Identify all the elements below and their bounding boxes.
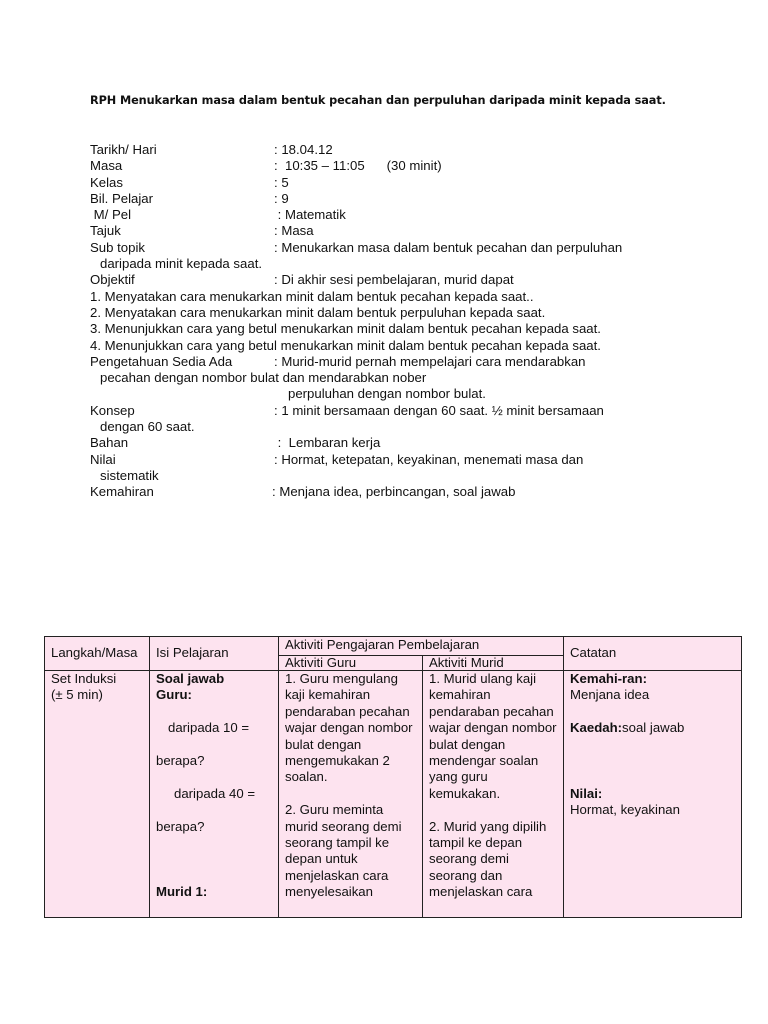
info-bil-pelajar (90, 191, 750, 207)
info-pengetahuan (90, 354, 750, 370)
objektif-1: 1. Menyatakan cara menukarkan minit dalam bentuk pecahan kepada saat.. (90, 288, 534, 304)
lesson-info (90, 142, 750, 501)
objektif-value: : Di akhir sesi pembelajaran, murid dapat (274, 272, 514, 288)
objektif-item (90, 321, 750, 337)
catatan-nilai-label: Nilai: (570, 785, 603, 801)
isi-berapa-1: berapa? (156, 753, 205, 768)
isi-guru: Guru: (156, 687, 192, 703)
info-masa (90, 158, 750, 174)
table-row (45, 671, 742, 918)
murid-step-1: 1. Murid ulang kaji kemahiran pendaraban pecahan wajar dengan nombor bulat dengan mendengar soalan yang guru kemukakan. (429, 671, 557, 801)
info-subtopik-cont (90, 256, 750, 272)
cell-aktiviti-murid (423, 671, 564, 918)
info-konsep (90, 403, 750, 419)
langkah-line-1: Set Induksi (51, 671, 117, 686)
tarikh-value: : 18.04.12 (274, 142, 333, 157)
info-subtopik (90, 240, 750, 256)
objektif-2: 2. Menyatakan cara menukarkan minit dalam bentuk perpuluhan kepada saat. (90, 304, 546, 320)
info-kemahiran (90, 484, 750, 500)
bil-value: : 9 (274, 190, 289, 206)
catatan-kemahiran-value: Menjana idea (570, 687, 650, 703)
masa-label: Masa (90, 158, 123, 174)
objektif-3: 3. Menunjukkan cara yang betul menukarkan minit dalam bentuk pecahan kepada saat. (90, 321, 601, 337)
isi-daripada-10: daripada 10 = (168, 720, 250, 736)
tarikh-label: Tarikh/ Hari (90, 142, 157, 157)
kemahiran-value: : Menjana idea, perbincangan, soal jawab (272, 484, 516, 500)
cell-aktiviti-guru (279, 671, 423, 918)
nilai-label: Nilai (90, 451, 116, 467)
nilai-value: : Hormat, ketepatan, keyakinan, menemati masa dan (274, 451, 584, 467)
bil-label: Bil. Pelajar (90, 190, 154, 206)
subtopik-continuation: daripada minit kepada saat. (100, 256, 263, 272)
pengetahuan-continuation-1: pecahan dengan nombor bulat dan mendarabkan nober (100, 370, 427, 386)
catatan-kaedah (570, 720, 737, 736)
kelas-value: : 5 (274, 174, 289, 190)
catatan-kaedah-label: Kaedah: (570, 720, 623, 736)
tajuk-value: : Masa (274, 223, 314, 239)
mpel-value: : Matematik (274, 207, 346, 223)
info-nilai-cont (90, 468, 750, 484)
isi-daripada-40: daripada 40 = (174, 785, 256, 801)
info-kelas (90, 175, 750, 191)
info-bahan (90, 435, 750, 451)
objektif-item (90, 338, 750, 354)
lesson-plan-table (44, 636, 742, 918)
masa-value: : 10:35 – 11:05 (30 minit) (274, 158, 442, 174)
nilai-continuation: sistematik (100, 467, 159, 483)
info-konsep-cont (90, 419, 750, 435)
info-objektif (90, 272, 750, 288)
guru-step-1: 1. Guru mengulang kaji kemahiran pendaraban pecahan wajar dengan nombor bulat dengan mengemukakan 2 soalan. (285, 671, 413, 785)
bahan-label: Bahan (90, 435, 129, 451)
subtopik-value: : Menukarkan masa dalam bentuk pecahan dan perpuluhan (274, 239, 623, 255)
langkah-line-2: (± 5 min) (51, 687, 103, 703)
table-header-row (45, 637, 742, 656)
header-langkah: Langkah/Masa (45, 637, 150, 671)
konsep-continuation: dengan 60 saat. (100, 419, 195, 435)
info-nilai (90, 452, 750, 468)
objektif-4: 4. Menunjukkan cara yang betul menukarkan minit dalam bentuk pecahan kepada saat. (90, 337, 601, 353)
objektif-item (90, 289, 750, 305)
subtopik-label: Sub topik (90, 239, 145, 255)
info-mpel (90, 207, 750, 223)
objektif-item (90, 305, 750, 321)
info-tajuk (90, 223, 750, 239)
document-title: RPH Menukarkan masa dalam bentuk pecahan dan perpuluhan daripada minit kepada saat. (90, 94, 666, 107)
pengetahuan-value: : Murid-murid pernah mempelajari cara mendarabkan (274, 353, 586, 369)
catatan-kemahiran-label: Kemahi-ran: (570, 671, 647, 686)
header-catatan: Catatan (564, 637, 742, 671)
objektif-label: Objektif (90, 272, 135, 288)
kemahiran-label: Kemahiran (90, 484, 154, 500)
info-tarikh (90, 142, 750, 158)
pengetahuan-label: Pengetahuan Sedia Ada (90, 353, 233, 369)
kelas-label: Kelas (90, 174, 123, 190)
pengetahuan-continuation-2: perpuluhan dengan nombor bulat. (288, 386, 486, 402)
konsep-value: : 1 minit bersamaan dengan 60 saat. ½ minit bersamaan (274, 402, 604, 418)
header-isi: Isi Pelajaran (150, 637, 279, 671)
cell-isi (150, 671, 279, 918)
info-pengetahuan-cont (90, 370, 750, 386)
catatan-kaedah-value: soal jawab (622, 720, 685, 736)
header-aktiviti-murid: Aktiviti Murid (423, 656, 564, 671)
cell-catatan (564, 671, 742, 918)
info-pengetahuan-cont2 (90, 386, 750, 402)
isi-murid-1: Murid 1: (156, 884, 208, 900)
isi-berapa-2: berapa? (156, 818, 205, 834)
cell-langkah (45, 671, 150, 918)
header-aktiviti-guru: Aktiviti Guru (279, 656, 423, 671)
bahan-value: : Lembaran kerja (274, 435, 381, 451)
murid-step-2: 2. Murid yang dipilih tampil ke depan seorang demi seorang dan menjelaskan cara (429, 818, 547, 900)
mpel-label: M/ Pel (90, 207, 132, 223)
konsep-label: Konsep (90, 402, 135, 418)
isi-soal-jawab: Soal jawab (156, 671, 225, 686)
tajuk-label: Tajuk (90, 223, 121, 239)
catatan-nilai-value: Hormat, keyakinan (570, 802, 680, 818)
guru-step-2: 2. Guru meminta murid seorang demi seorang tampil ke depan untuk menjelaskan cara menyelesaikan (285, 802, 402, 900)
header-aktiviti: Aktiviti Pengajaran Pembelajaran (279, 637, 564, 656)
